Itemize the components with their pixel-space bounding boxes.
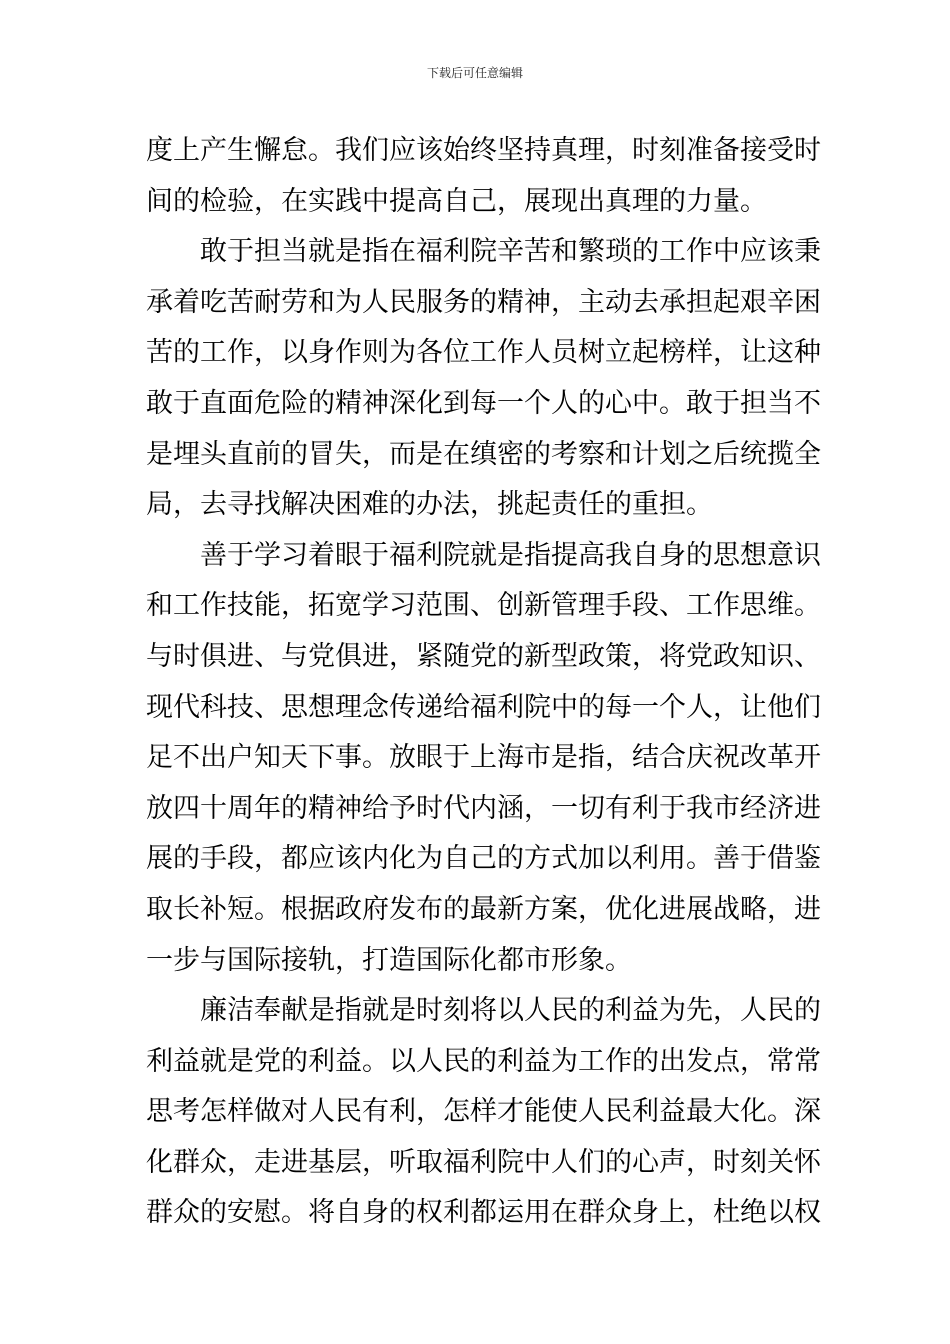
text-line: 思考怎样做对人民有利，怎样才能使人民利益最大化。深: [146, 1096, 821, 1128]
text-line: 敢于直面危险的精神深化到每一个人的心中。敢于担当不: [146, 387, 821, 419]
page-header: 下载后可任意编辑: [426, 66, 523, 80]
text-line: 化群众，走进基层，听取福利院中人们的心声，时刻关怀: [146, 1146, 821, 1178]
text-line: 足不出户知天下事。放眼于上海市是指，结合庆祝改革开: [146, 742, 821, 774]
text-line: 取长补短。根据政府发布的最新方案，优化进展战略，进: [146, 893, 821, 925]
text-line: 是埋头直前的冒失，而是在缜密的考察和计划之后统揽全: [146, 438, 821, 470]
text-line: 群众的安慰。将自身的权利都运用在群众身上，杜绝以权: [146, 1197, 821, 1229]
text-line: 和工作技能，拓宽学习范围、创新管理手段、工作思维。: [146, 590, 821, 622]
text-line: 现代科技、思想理念传递给福利院中的每一个人，让他们: [146, 691, 821, 723]
text-line: 度上产生懈怠。我们应该始终坚持真理，时刻准备接受时: [146, 135, 821, 166]
text-line: 承着吃苦耐劳和为人民服务的精神，主动去承担起艰辛困: [146, 286, 821, 318]
text-line: 一步与国际接轨，打造国际化都市形象。: [146, 944, 632, 976]
text-line: 与时俱进、与党俱进，紧随党的新型政策，将党政知识、: [146, 640, 821, 672]
text-line: 展的手段，都应该内化为自己的方式加以利用。善于借鉴: [146, 843, 821, 875]
text-line: 局，去寻找解决困难的办法，挑起责任的重担。: [146, 489, 713, 521]
text-line: 善于学习着眼于福利院就是指提高我自身的思想意识: [200, 539, 821, 571]
text-line: 苦的工作，以身作则为各位工作人员树立起榜样，让这种: [146, 337, 821, 369]
text-line: 利益就是党的利益。以人民的利益为工作的出发点，常常: [146, 1045, 821, 1077]
text-line: 间的检验，在实践中提高自己，展现出真理的力量。: [146, 185, 767, 217]
text-line: 放四十周年的精神给予时代内涵，一切有利于我市经济进: [146, 792, 821, 824]
document-body: [146, 126, 821, 1239]
text-line: 敢于担当就是指在福利院辛苦和繁琐的工作中应该秉: [200, 236, 821, 268]
text-line: 廉洁奉献是指就是时刻将以人民的利益为先，人民的: [200, 995, 821, 1027]
